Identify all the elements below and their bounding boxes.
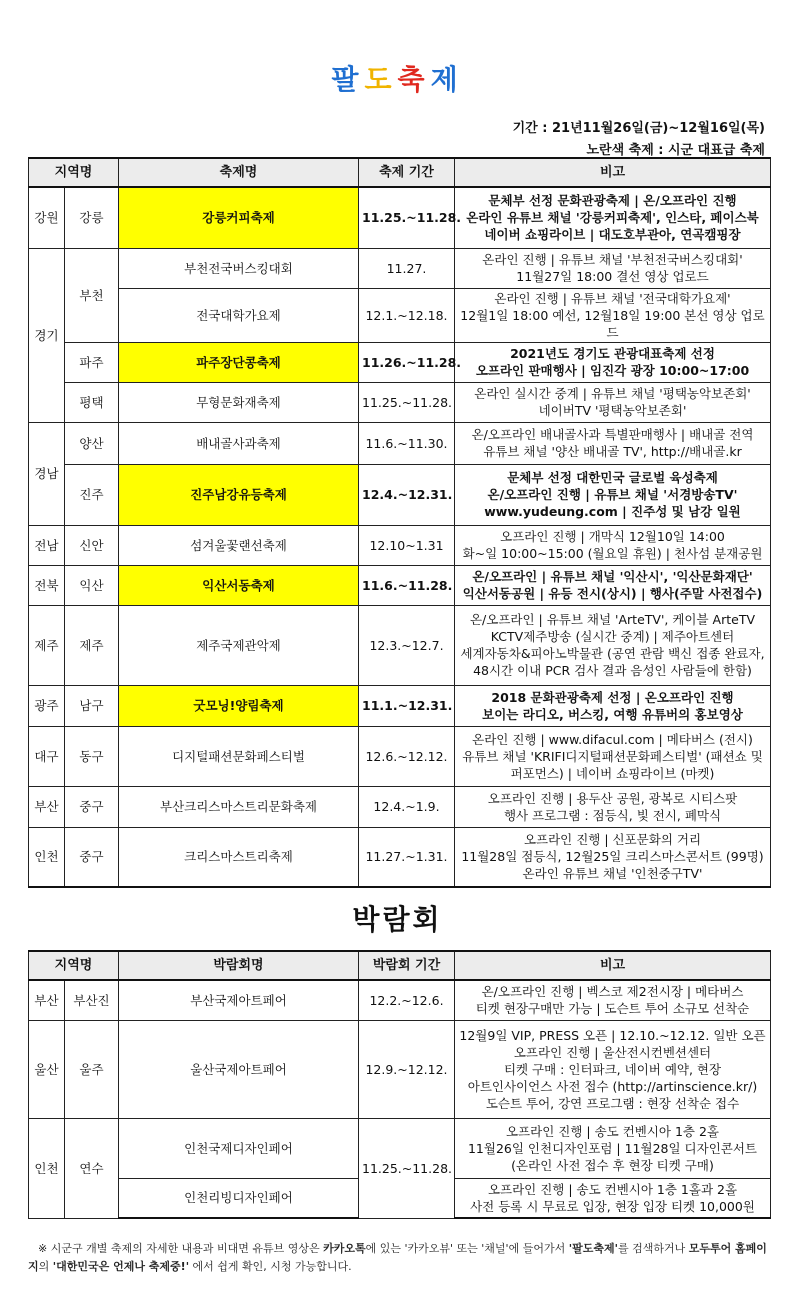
table-row: 인천 중구 크리스마스트리축제 11.27.~1.31. 오프라인 진행 | 신포문화의 거리 11월28일 점등식, 12월25일 크리스마스콘서트 (99명) 온라인 유튜브 채널 '인천중구TV' [29, 827, 771, 887]
festival-title: 팔도축제 [331, 63, 464, 96]
table-row: 부산 부산진 부산국제아트페어 12.2.~12.6. 온/오프라인 진행 | 벡스코 제2전시장 | 메타버스 티켓 현장구매만 가능 | 도슨트 투어 소규모 선착순 [29, 980, 771, 1020]
table-row: 부산 중구 부산크리스마스트리문화축제 12.4.~1.9. 오프라인 진행 | 용두산 공원, 광복로 시티스팟 행사 프로그램 : 점등식, 빛 전시, 폐막식 [29, 786, 771, 827]
expo-table [28, 950, 771, 1219]
table-row: 인천리빙디자인페어 오프라인 진행 | 송도 컨벤시아 1층 1홀과 2홀 사전 등록 시 무료로 입장, 현장 입장 티켓 10,000원 [29, 1178, 771, 1218]
table-row: 울산 울주 울산국제아트페어 12.9.~12.12. 12월9일 VIP, PRESS 오픈 | 12.10.~12.12. 일반 오픈 오프라인 진행 | 울산전시컨벤션센터 티켓 구매 : 인터파크, 네이버 예약, 현장 아트인사이언스 사전 접수 (http://artinscience.kr/) 도슨트 투어, 강연 프로그램 : 현장 선착순 접수 [29, 1020, 771, 1118]
festival-period: 기간 : 21년11월26일(금)~12월16일(목) [512, 121, 765, 136]
table-row: 제주 제주 제주국제관악제 12.3.~12.7. 온/오프라인 | 유튜브 채널 'ArteTV', 케이블 ArteTV KCTV제주방송 (실시간 중계) | 제주아트센터 세계자동차&피아노박물관 (공연 관람 백신 접종 완료자, 48시간 이내 PCR 검사 결과 음성인 사람들에 한함) [29, 605, 771, 685]
table-row: 전남 신안 섬겨울꽃랜선축제 12.10~1.31 오프라인 진행 | 개막식 12월10일 14:00 화~일 10:00~15:00 (월요일 휴원) | 천사섬 분재공원 [29, 525, 771, 565]
table-header: 지역명 축제명 축제 기간 비고 [29, 158, 771, 187]
table-row: 전국대학가요제 12.1.~12.18. 온라인 진행 | 유튜브 채널 '전국대학가요제' 12월1일 18:00 예선, 12월18일 19:00 본선 영상 업로드 [29, 288, 771, 342]
table-row: 평택 무형문화재축제 11.25.~11.28. 온라인 실시간 중계 | 유튜브 채널 '평택농악보존회' 네이버TV '평택농악보존회' [29, 382, 771, 422]
table-row: 경기 부천 부천전국버스킹대회 11.27. 온라인 진행 | 유튜브 채널 '부천전국버스킹대회' 11월27일 18:00 결선 영상 업로드 [29, 248, 771, 288]
highlight-legend: 노란색 축제 : 시군 대표급 축제 [586, 143, 765, 158]
table-row: 파주 파주장단콩축제 11.26.~11.28. 2021년도 경기도 관광대표축제 선정 오프라인 판매행사 | 임진각 광장 10:00~17:00 [29, 342, 771, 382]
expo-title: 박람회 [352, 903, 443, 936]
table-row: 광주 남구 굿모닝!양림축제 11.1.~12.31. 2018 문화관광축제 선정 | 온오프라인 진행 보이는 라디오, 버스킹, 여행 유튜버의 홍보영상 [29, 685, 771, 726]
table-row: 강원 강릉 강릉커피축제 11.25.~11.28. 문체부 선정 문화관광축제 | 온/오프라인 진행 온라인 유튜브 채널 '강릉커피축제', 인스타, 페이스북 네이버 쇼핑라이브 | 대도호부관아, 연곡캠핑장 [29, 187, 771, 248]
table-header: 지역명 박람회명 박람회 기간 비고 [29, 951, 771, 980]
table-row: 인천 연수 인천국제디자인페어 11.25.~11.28. 오프라인 진행 | 송도 컨벤시아 1층 2홀 11월26일 인천디자인포럼 | 11월28일 디자인콘서트 (온라인 사전 접수 후 현장 티켓 구매) [29, 1118, 771, 1178]
footer-note: ※ 시군구 개별 축제의 자세한 내용과 비대면 유튜브 영상은 카카오톡에 있는 '카카오뷰' 또는 '채널'에 들어가서 '팔도축제'를 검색하거나 모두투어 홈페이지의 '대한민국은 언제나 축제중!' 에서 쉽게 확인, 시청 가능합니다. [28, 1242, 767, 1273]
table-row: 전북 익산 익산서동축제 11.6.~11.28. 온/오프라인 | 유튜브 채널 '익산시', '익산문화재단' 익산서동공원 | 유등 전시(상시) | 행사(주말 사전접수) [29, 565, 771, 605]
table-row: 진주 진주남강유등축제 12.4.~12.31. 문체부 선정 대한민국 글로벌 육성축제 온/오프라인 진행 | 유튜브 채널 '서경방송TV' www.yudeung.com | 진주성 및 남강 일원 [29, 464, 771, 525]
table-row: 대구 동구 디지털패션문화페스티벌 12.6.~12.12. 온라인 진행 | www.difacul.com | 메타버스 (전시) 유튜브 채널 'KRIFI디지털패션문화페스티벌' (패션쇼 및 퍼포먼스) | 네이버 쇼핑라이브 (마켓) [29, 726, 771, 786]
table-row: 경남 양산 배내골사과축제 11.6.~11.30. 온/오프라인 배내골사과 특별판매행사 | 배내골 전역 유튜브 채널 '양산 배내골 TV', http://배내골.kr [29, 422, 771, 464]
festival-table [28, 157, 771, 888]
